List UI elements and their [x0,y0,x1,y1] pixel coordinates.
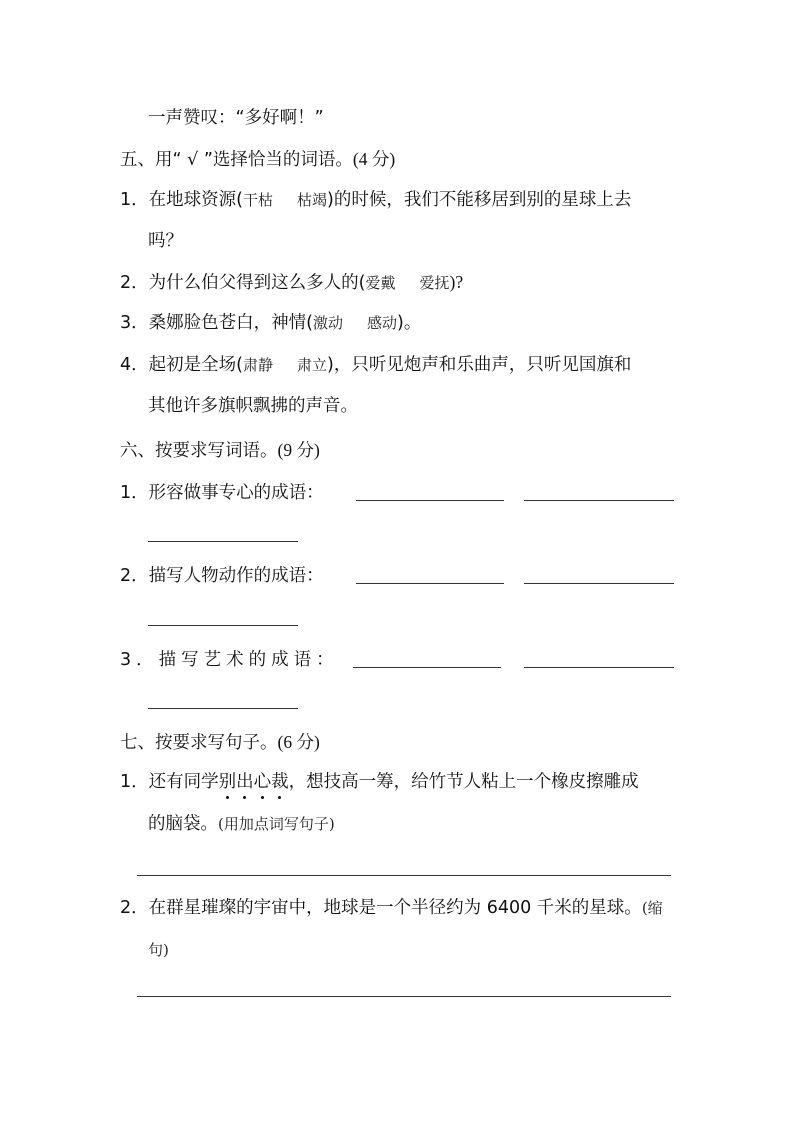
emphasis-char: 心 [253,772,272,792]
instruction-note: (用加点词写句子) [218,815,335,833]
question-text: 起初是全场( [148,355,243,375]
question-number: 1． [120,190,149,210]
option-1[interactable]: 肃静 [242,356,273,374]
question-text: 形容做事专心的成语： [148,483,324,503]
question-number: 1． [120,483,149,503]
section-7-score: (6 分) [277,732,320,752]
question-text: 桑娜脸色苍白，神情( [148,313,313,333]
question-text: ，想技高一筹，给竹节人粘上一个橡皮擦雕成 [288,772,639,792]
question-number: 3． [120,650,159,670]
question-text: )? [449,272,464,292]
answer-line-7-1[interactable] [137,875,671,876]
emphasis-char: 裁 [271,772,289,792]
question-text: 为什么伯父得到这么多人的( [148,273,366,293]
s6-question-2 [120,564,324,588]
option-2[interactable]: 枯竭 [296,191,327,209]
emphasis-char: 别 [218,772,237,792]
question-text: )。 [397,313,422,333]
s7-question-2-note-cont: 句) [148,941,169,959]
answer-blank-1c[interactable] [148,541,298,542]
question-text: 还有同学 [148,772,219,792]
s6-question-3 [120,648,339,672]
s6-question-1 [120,481,324,505]
answer-blank-2b[interactable] [524,583,674,584]
question-number: 4． [120,355,149,375]
s7-question-1-cont [148,812,335,836]
question-number: 2． [120,273,149,293]
section-5-heading [120,147,395,172]
answer-blank-2c[interactable] [148,625,298,626]
answer-blank-3b[interactable] [524,667,674,668]
s7-question-1 [120,770,639,794]
question-number: 2． [120,566,149,586]
s5-question-3 [120,311,421,335]
section-6-title: 六、按要求写词语。 [120,441,278,461]
question-number: 3． [120,313,149,333]
section-5-score: (4 分) [352,149,396,169]
section-7-heading [120,730,320,755]
s5-question-1 [120,188,631,212]
s5-question-2 [120,270,463,295]
question-text: 在群星璀璨的宇宙中，地球是一个半径约为 6400 千米的星球。 [148,898,642,918]
answer-blank-2a[interactable] [356,583,504,584]
question-text: 描写艺术的成语： [158,650,339,670]
section-7-title: 七、按要求写句子。 [120,733,278,753]
s5-question-4-cont: 其他许多旗帜飘拂的声音。 [148,396,358,416]
s5-question-1-cont: 吗？ [148,231,183,251]
question-number: 1． [120,772,149,792]
section-5-title: 五、用“ √ ”选择恰当的词语。 [120,150,353,170]
option-2[interactable]: 爱抚 [419,274,450,292]
option-1[interactable]: 爱戴 [365,274,396,292]
answer-line-7-2[interactable] [137,996,671,997]
answer-blank-1a[interactable] [356,500,504,501]
s5-question-4 [120,353,631,377]
question-text: 在地球资源( [148,190,243,210]
option-2[interactable]: 肃立 [296,356,327,374]
option-1[interactable]: 干枯 [242,191,273,209]
question-text: )，只听见炮声和乐曲声，只听见国旗和 [327,355,632,375]
answer-blank-3a[interactable] [353,667,501,668]
section-6-score: (9 分) [277,440,320,460]
option-2[interactable]: 感动 [366,314,397,332]
s7-question-2 [120,896,663,920]
instruction-note: (缩 [641,899,663,917]
answer-blank-1b[interactable] [524,500,674,501]
emphasis-char: 出 [236,772,254,792]
option-1[interactable]: 激动 [312,314,343,332]
question-text: )的时候，我们不能移居到别的星球上去 [327,190,632,210]
answer-blank-3c[interactable] [148,708,298,709]
continuation-text: 一声赞叹：“多好啊！” [148,108,324,128]
question-text: 描写人物动作的成语： [148,566,324,586]
question-text: 的脑袋。 [148,814,218,834]
section-6-heading [120,438,320,463]
question-number: 2． [120,898,149,918]
